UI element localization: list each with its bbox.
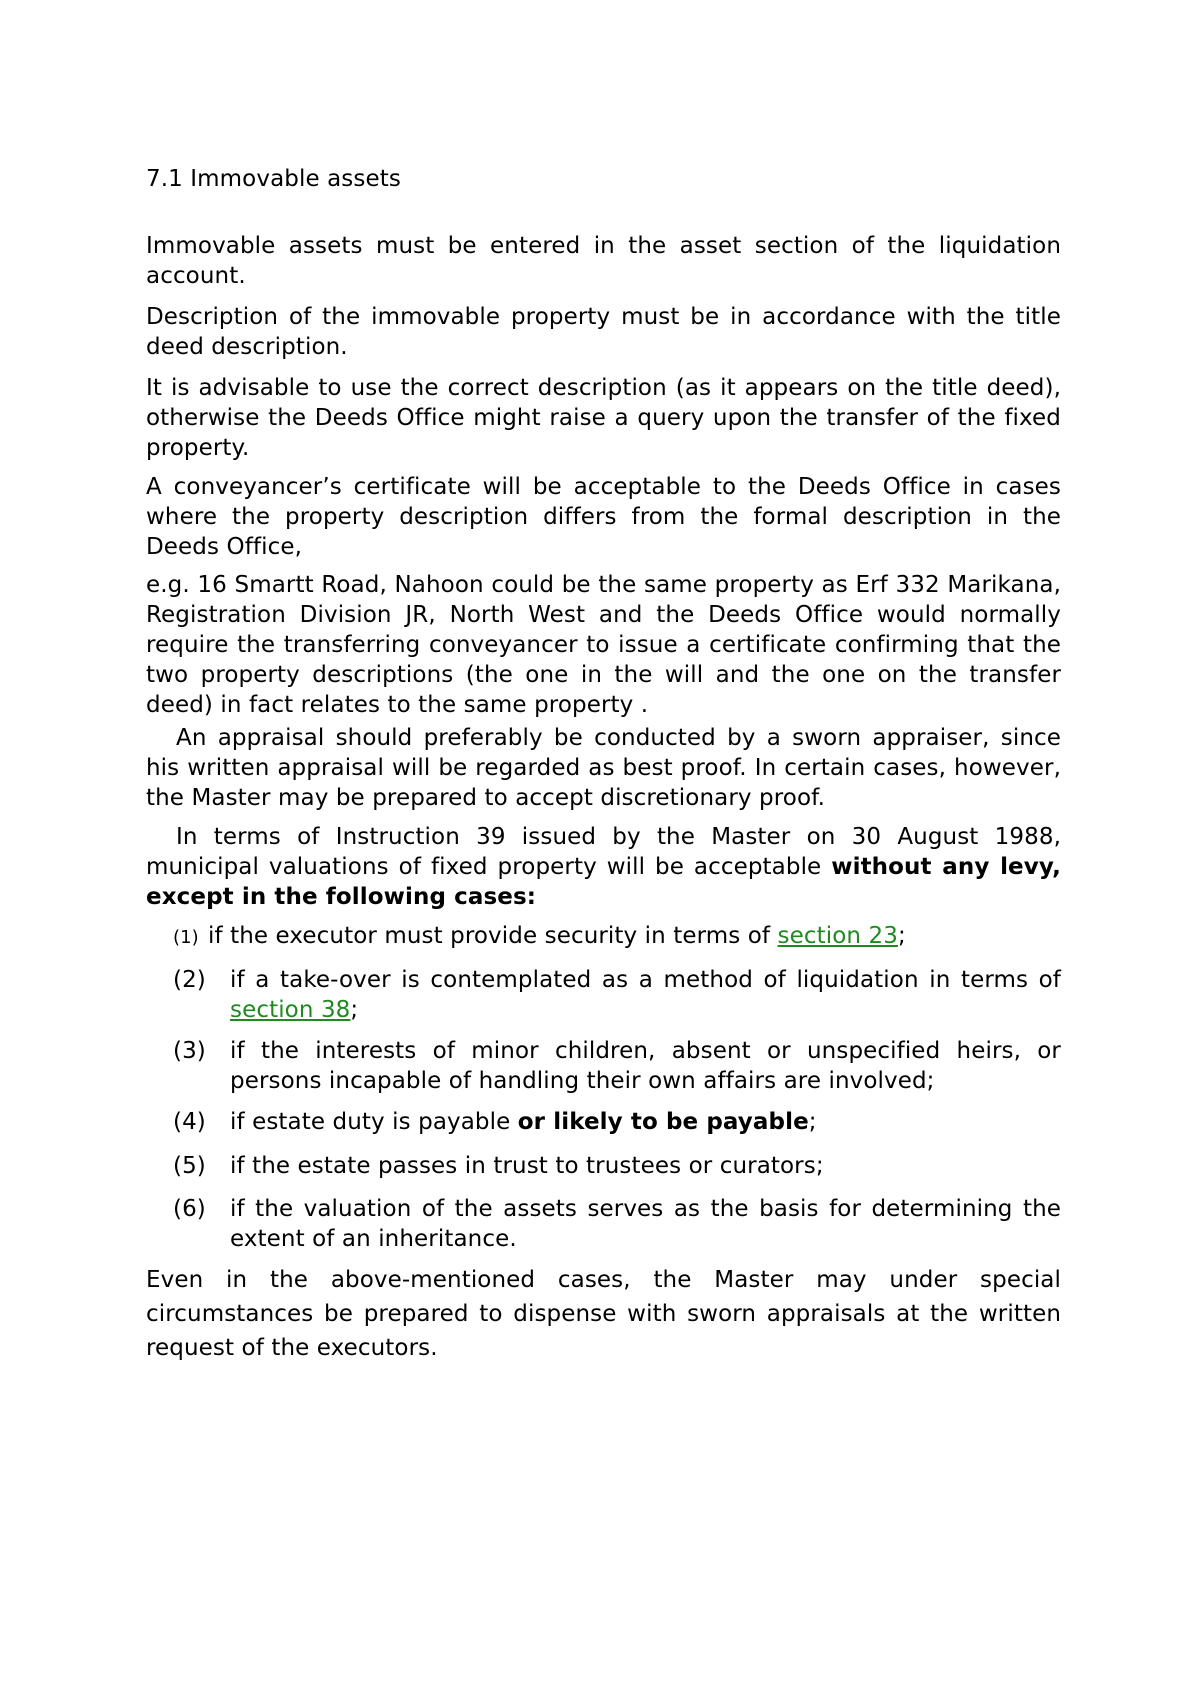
section-38-link[interactable]: section 38 xyxy=(230,997,351,1023)
list-item xyxy=(173,1036,1061,1096)
list-item-text: if a take-over is contemplated as a method of liquidation in terms of xyxy=(230,967,1061,993)
paragraph-example: e.g. 16 Smartt Road, Nahoon could be the same property as Erf 332 Marikana, Registration Division JR, North West and the Deeds Office would normally require the transferring conveyancer to issue a certificate confirming that the two property descriptions (the one in the will and the one on the transfer deed) in fact relates to the same property . xyxy=(146,572,1061,718)
list-item xyxy=(173,1107,1061,1137)
instruction-text: In terms of Instruction 39 issued by the Master on 30 August 1988, municipal valuations of fixed property will be acceptable xyxy=(146,824,1061,880)
list-item-number: (4) xyxy=(173,1109,206,1135)
paragraph-appraisal: An appraisal should preferably be conducted by a sworn appraiser, since his written appraisal will be regarded as best proof. In certain cases, however, the Master may be prepared to accept discretionary proof. xyxy=(146,725,1061,811)
list-item-text: if the interests of minor children, absent or unspecified heirs, or persons incapable of handling their own affairs are involved; xyxy=(230,1038,1061,1094)
list-item-text: if the executor must provide security in terms of xyxy=(208,923,778,949)
section-heading: 7.1 Immovable assets xyxy=(146,166,401,192)
paragraph-correct-description: It is advisable to use the correct description (as it appears on the title deed), otherwise the Deeds Office might raise a query upon the transfer of the fixed property. xyxy=(146,375,1061,461)
instruction-emphasis: without any levy, except in the following cases xyxy=(146,854,1061,910)
list-item-punct: ; xyxy=(897,923,906,949)
list-item-number: (5) xyxy=(173,1153,206,1179)
paragraph-asset-entry: Immovable assets must be entered in the asset section of the liquidation account. xyxy=(146,233,1061,289)
paragraph-instruction-39 xyxy=(146,822,1061,912)
list-item-text: if estate duty is payable xyxy=(230,1109,518,1135)
paragraph-description-requirement: Description of the immovable property must be in accordance with the title deed description. xyxy=(146,304,1061,360)
section-23-link[interactable]: section 23 xyxy=(777,923,898,949)
list-item-text: if the estate passes in trust to trustees or curators; xyxy=(230,1153,824,1179)
paragraph-closing: Even in the above-mentioned cases, the Master may under special circumstances be prepared to dispense with sworn appraisals at the written request of the executors. xyxy=(146,1267,1061,1361)
list-item xyxy=(173,965,1061,1025)
list-item xyxy=(173,1151,1061,1181)
instruction-colon: : xyxy=(526,884,537,910)
list-item-number: (2) xyxy=(173,967,206,993)
list-item-emphasis: or likely to be payable xyxy=(517,1109,809,1135)
paragraph-conveyancer-certificate: A conveyancer’s certificate will be acceptable to the Deeds Office in cases where the property description differs from the formal description in the Deeds Office, xyxy=(146,474,1061,560)
list-item-punct: ; xyxy=(808,1109,817,1135)
list-item-number: (1) xyxy=(173,927,199,948)
list-item-punct: ; xyxy=(350,997,359,1023)
list-item-text: if the valuation of the assets serves as the basis for determining the extent of an inheritance. xyxy=(230,1196,1061,1252)
list-item xyxy=(173,921,1061,951)
list-item-number: (3) xyxy=(173,1038,206,1064)
list-item xyxy=(173,1194,1061,1254)
list-item-number: (6) xyxy=(173,1196,206,1222)
